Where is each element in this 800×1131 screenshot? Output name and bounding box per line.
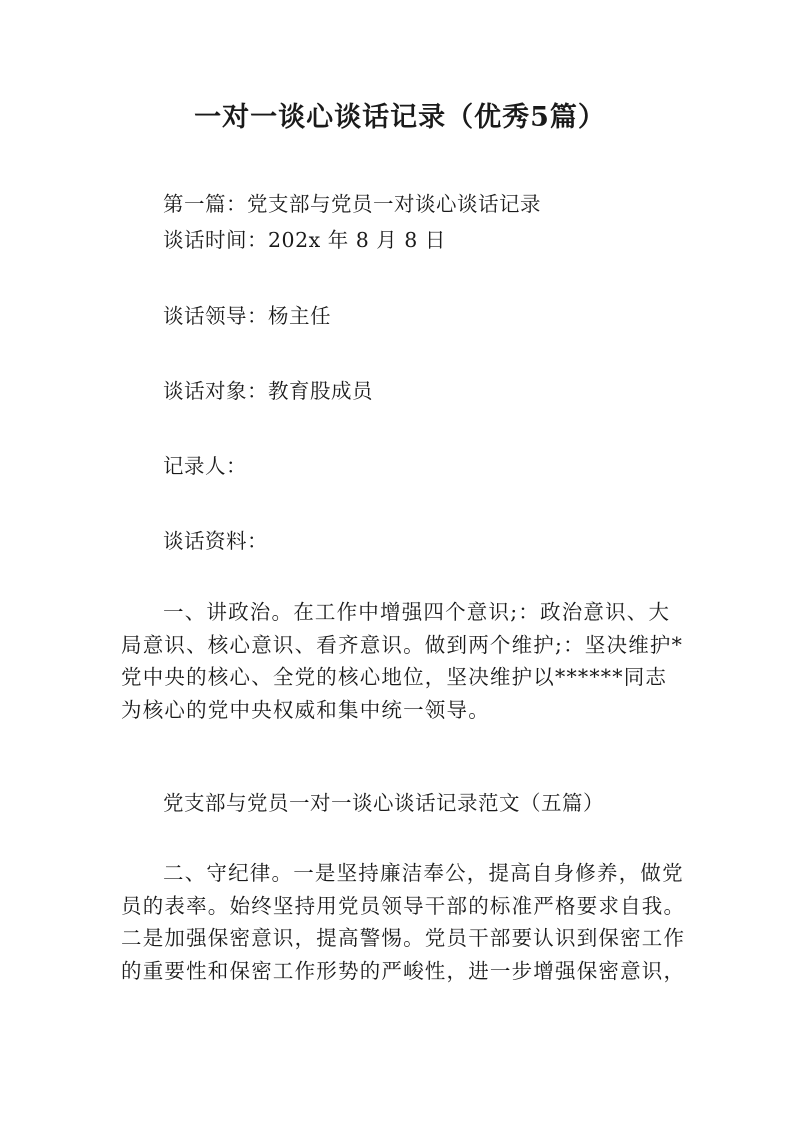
document-title: 一对一谈心谈话记录（优秀5篇） — [194, 102, 606, 133]
talk-object-line: 谈话对象：教育股成员 — [163, 379, 373, 403]
recorder-line: 记录人： — [163, 454, 247, 478]
talk-leader-line: 谈话领导：杨主任 — [163, 304, 331, 328]
talk-content-line: 谈话资料： — [163, 529, 268, 553]
section-heading: 第一篇：党支部与党员一对谈心谈话记录 — [163, 192, 541, 216]
paragraph-politics: 一、讲政治。在工作中增强四个意识;：政治意识、大局意识、核心意识、看齐意识。做到两个维护;：坚决维护*党中央的核心、全党的核心地位，坚决维护以******同志为核心的党中央权威和集中统一领导。 — [121, 600, 684, 722]
subheading-line: 党支部与党员一对一谈心谈话记录范文（五篇） — [163, 791, 604, 815]
paragraph-discipline: 二、守纪律。一是坚持廉洁奉公，提高自身修养，做党员的表率。始终坚持用党员领导干部的标准严格要求自我。二是加强保密意识，提高警惕。党员干部要认识到保密工作的重要性和保密工作形势的严峻性，进一步增强保密意识， — [121, 861, 686, 983]
talk-time-line: 谈话时间：202x 年 8 月 8 日 — [163, 228, 446, 252]
